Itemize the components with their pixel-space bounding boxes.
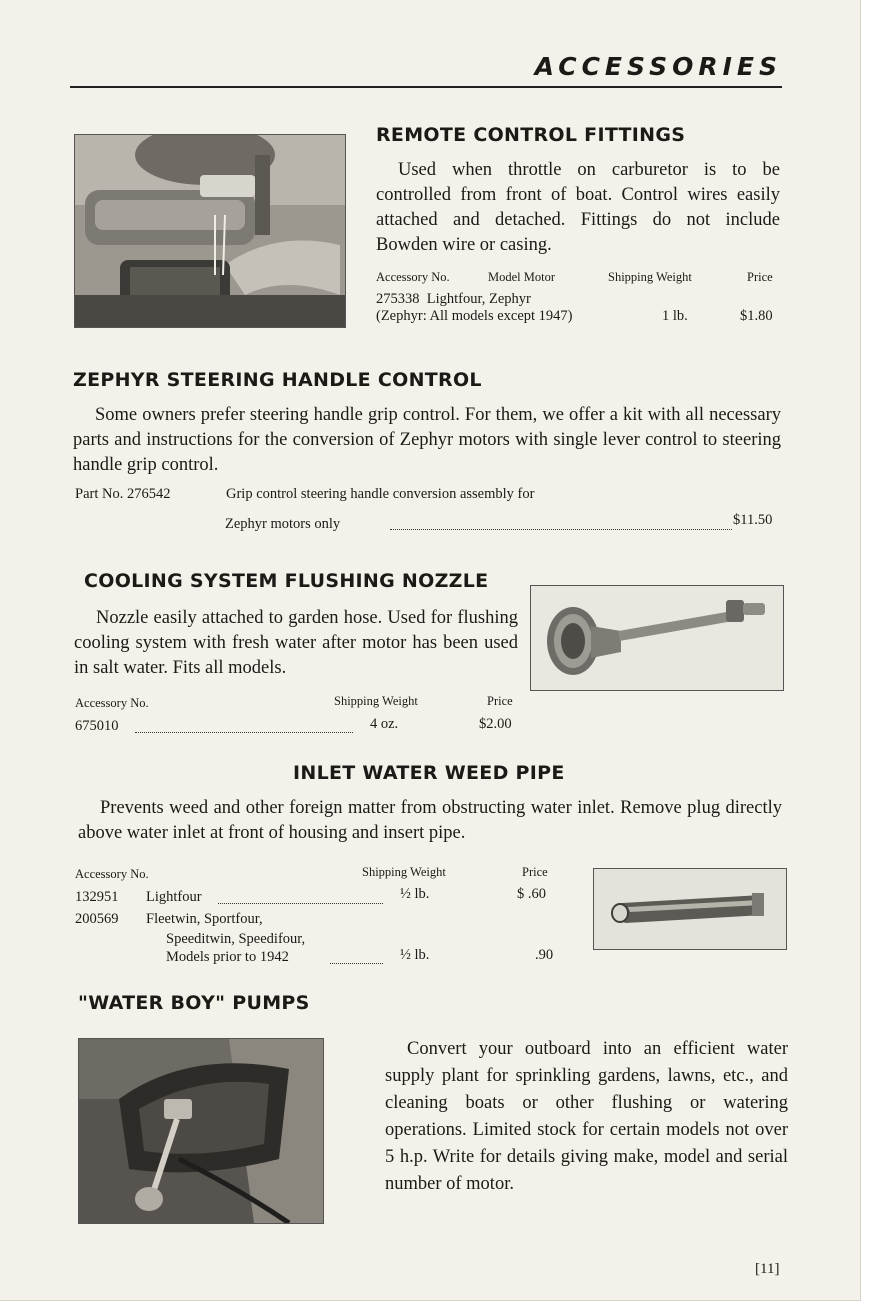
remote-row-line1: 275338 Lightfour, Zephyr bbox=[376, 291, 531, 307]
waterboy-heading: "WATER BOY" PUMPS bbox=[78, 992, 310, 1014]
inlet-row2-weight: ½ lb. bbox=[400, 947, 430, 963]
cooling-heading: COOLING SYSTEM FLUSHING NOZZLE bbox=[84, 570, 489, 592]
inlet-row1-dots bbox=[218, 903, 383, 904]
zephyr-leader-dots bbox=[390, 529, 732, 530]
remote-control-text: Used when throttle on carburetor is to be controlled from front of boat. Control wires easily attached and detached. Fittings do not include Bowden wire or casing. bbox=[376, 160, 780, 255]
cooling-leader-dots bbox=[135, 732, 353, 733]
inlet-row1-price: $ .60 bbox=[517, 886, 546, 902]
cooling-col-weight: Shipping Weight bbox=[334, 694, 418, 708]
remote-row-price: $1.80 bbox=[740, 308, 773, 324]
zephyr-text: Some owners prefer steering handle grip control. For them, we offer a kit with all necessary parts and instructions for the conversion of Zephyr motors with single lever control to steering handle grip control. bbox=[73, 405, 781, 475]
remote-col-model: Model Motor bbox=[488, 270, 556, 284]
inlet-row2-model3: Models prior to 1942 bbox=[166, 949, 289, 965]
remote-col-accessory: Accessory No. bbox=[376, 270, 450, 284]
weed-pipe-photo bbox=[593, 868, 787, 950]
zephyr-price: $11.50 bbox=[733, 512, 773, 528]
remote-row-line2: (Zephyr: All models except 1947) bbox=[376, 308, 573, 324]
cooling-acc-no: 675010 bbox=[75, 718, 119, 734]
inlet-col-price: Price bbox=[522, 865, 548, 879]
inlet-text: Prevents weed and other foreign matter from obstructing water inlet. Remove plug directly above water inlet at front of housing and insert pipe. bbox=[78, 798, 782, 843]
cooling-description bbox=[74, 606, 518, 681]
remote-control-heading: REMOTE CONTROL FITTINGS bbox=[376, 124, 686, 146]
inlet-row1-no: 132951 bbox=[75, 889, 119, 905]
zephyr-description bbox=[73, 403, 781, 478]
remote-control-description bbox=[376, 158, 780, 258]
inlet-row2-model2: Speeditwin, Speedifour, bbox=[166, 931, 306, 947]
cooling-col-accessory: Accessory No. bbox=[75, 696, 149, 710]
water-boy-photo bbox=[78, 1038, 324, 1224]
page-title: ACCESSORIES bbox=[534, 52, 782, 81]
cooling-price: $2.00 bbox=[479, 716, 512, 732]
waterboy-text: Convert your outboard into an efficient water supply plant for sprinkling gardens, lawns, etc., and cleaning boats or other flushing or watering operations. Limited stock for certain models not over 5 h.p. Write for details giving make, model and serial number of motor. bbox=[385, 1039, 788, 1194]
inlet-row2-dots bbox=[330, 963, 383, 964]
inlet-row2-price: .90 bbox=[535, 947, 554, 963]
zephyr-part-desc: Grip control steering handle conversion assembly for bbox=[226, 486, 535, 502]
remote-col-weight: Shipping Weight bbox=[608, 270, 692, 284]
remote-control-photo bbox=[74, 134, 346, 328]
inlet-heading: INLET WATER WEED PIPE bbox=[293, 762, 565, 784]
waterboy-description bbox=[385, 1036, 788, 1198]
inlet-row1-model: Lightfour bbox=[146, 889, 202, 905]
inlet-col-weight: Shipping Weight bbox=[362, 865, 446, 879]
header-rule bbox=[70, 86, 782, 88]
zephyr-part-desc2: Zephyr motors only bbox=[225, 516, 341, 532]
zephyr-heading: ZEPHYR STEERING HANDLE CONTROL bbox=[73, 369, 482, 391]
remote-row-weight: 1 lb. bbox=[662, 308, 688, 324]
remote-col-price: Price bbox=[747, 270, 773, 284]
zephyr-part-label: Part No. 276542 bbox=[75, 486, 171, 502]
page-number: [11] bbox=[755, 1261, 780, 1277]
inlet-col-accessory: Accessory No. bbox=[75, 867, 149, 881]
cooling-text: Nozzle easily attached to garden hose. Used for flushing cooling system with fresh water after motor has been used in salt water. Fits all models. bbox=[74, 608, 518, 678]
cooling-weight: 4 oz. bbox=[370, 716, 399, 732]
inlet-description bbox=[78, 796, 782, 846]
inlet-row1-weight: ½ lb. bbox=[400, 886, 430, 902]
inlet-row2-model: Fleetwin, Sportfour, bbox=[146, 911, 263, 927]
flushing-nozzle-photo bbox=[530, 585, 784, 691]
cooling-col-price: Price bbox=[487, 694, 513, 708]
inlet-row2-no: 200569 bbox=[75, 911, 119, 927]
